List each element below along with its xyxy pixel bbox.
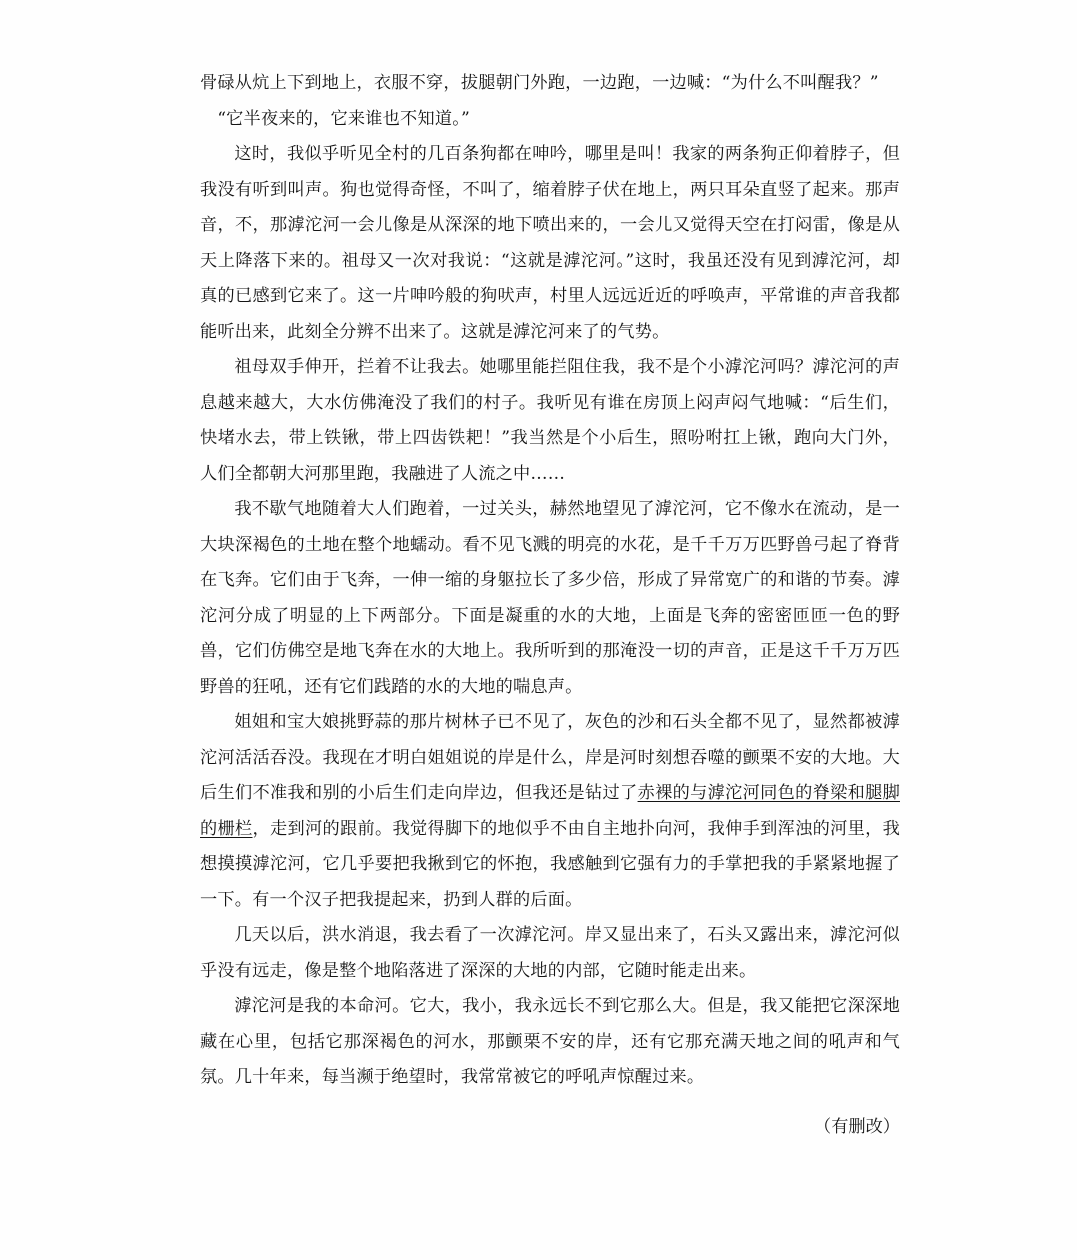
paragraph: 滹沱河是我的本命河。它大，我小，我永远长不到它那么大。但是，我又能把它深深地藏在心里，包括它那深褐色的河水，那颤栗不安的岸，还有它那充满天地之间的吼声和气氛。几十年来，每当濒于绝望时，我常常被它的呼吼声惊醒过来。 <box>200 996 900 1087</box>
source-note: （有删改） <box>814 1116 900 1137</box>
paragraph: “它半夜来的，它来谁也不知道。” <box>217 108 470 129</box>
document-text-block <box>200 66 900 1145</box>
paragraph: 几天以后，洪水消退，我去看了一次滹沱河。岸又显出来了，石头又露出来，滹沱河似乎没有远走，像是整个地陷落进了深深的大地的内部，它随时能走出来。 <box>200 925 900 981</box>
paragraph: 这时，我似乎听见全村的几百条狗都在呻吟，哪里是叫！我家的两条狗正仰着脖子，但我没有听到叫声。狗也觉得奇怪，不叫了，缩着脖子伏在地上，两只耳朵直竖了起来。那声音，不，那滹沱河一会儿像是从深深的地下喷出来的，一会儿又觉得天空在打闷雷，像是从天上降落下来的。祖母又一次对我说：“这就是滹沱河。”这时，我虽还没有见到滹沱河，却真的已感到它来了。这一片呻吟般的狗吠声，村里人远远近近的呼唤声，平常谁的声音我都能听出来，此刻全分辨不出来了。这就是滹沱河来了的气势。 <box>200 144 900 342</box>
paragraph: 祖母双手伸开，拦着不让我去。她哪里能拦阻住我，我不是个小滹沱河吗？滹沱河的声息越来越大，大水仿佛淹没了我们的村子。我听见有谁在房顶上闷声闷气地喊：“后生们，快堵水去，带上铁锹，带上四齿铁耙！”我当然是个小后生，照吩咐扛上锹，跑向大门外，人们全都朝大河那里跑，我融进了人流之中…… <box>200 357 900 484</box>
paragraph: 我不歇气地随着大人们跑着，一过关头，赫然地望见了滹沱河，它不像水在流动，是一大块深褐色的土地在整个地蠕动。看不见飞溅的明亮的水花，是千千万万匹野兽弓起了脊背在飞奔。它们由于飞奔，一伸一缩的身躯拉长了多少倍，形成了异常宽广的和谐的节奏。滹沱河分成了明显的上下两部分。下面是凝重的水的大地，上面是飞奔的密密匝匝一色的野兽，它们仿佛空是地飞奔在水的大地上。我所听到的那淹没一切的声音，正是这千千万万匹野兽的狂吼，还有它们践踏的水的大地的喘息声。 <box>200 499 900 697</box>
underlined-phrase: 赤裸的与滹沱河同色的脊梁和腿脚的栅栏 <box>200 783 900 839</box>
paragraph-segment: 姐姐和宝大娘挑野蒜的那片树林子已不见了，灰色的沙和石头全都不见了，显然都被滹沱河活活吞没。我现在才明白姐姐说的岸是什么，岸是河时刻想吞噬的颤栗不安的大地。大后生们不准我和别的小后生们走向岸边，但我还是钻过了 <box>200 712 900 803</box>
paragraph-with-underline <box>200 705 900 918</box>
paragraph: 骨碌从炕上下到地上，衣服不穿，拔腿朝门外跑，一边跑，一边喊：“为什么不叫醒我？” <box>200 73 879 93</box>
paragraph-segment: ，走到河的跟前。我觉得脚下的地似乎不由自主地扑向河，我伸手到浑浊的河里，我想摸摸滹沱河，它几乎要把我揪到它的怀抱，我感触到它强有力的手掌把我的手紧紧地握了一下。有一个汉子把我提起来，扔到人群的后面。 <box>200 818 900 910</box>
